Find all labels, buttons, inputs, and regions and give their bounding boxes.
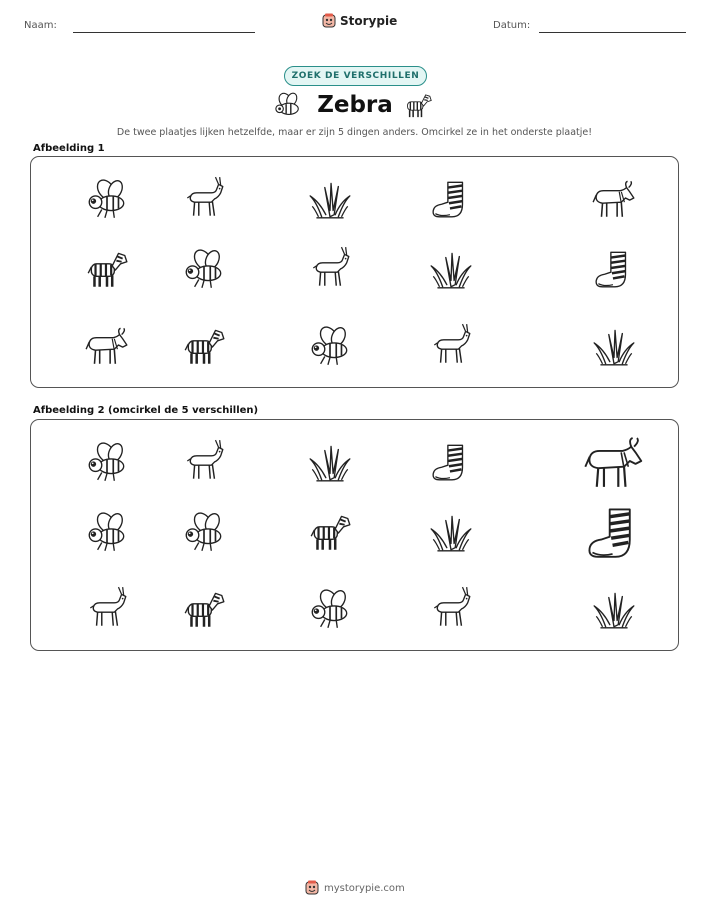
zebra-picture	[74, 237, 140, 299]
brand-logo	[322, 13, 397, 29]
gazelle-picture	[418, 314, 484, 376]
picture2-label: Afbeelding 2 (omcirkel de 5 verschillen)	[33, 405, 259, 416]
sock-picture[interactable]	[418, 430, 484, 492]
wildebeest-picture[interactable]	[581, 430, 647, 492]
fly-icon	[180, 247, 228, 289]
zebra-icon	[306, 510, 354, 552]
fly-picture[interactable]	[171, 500, 237, 562]
grass-icon	[427, 510, 475, 552]
zebra-icon	[402, 92, 434, 120]
fly-icon	[83, 177, 131, 219]
sock-icon	[427, 440, 475, 482]
gazelle-icon	[427, 324, 475, 366]
wildebeest-icon	[581, 432, 647, 490]
grass-icon	[427, 247, 475, 289]
grass-picture	[418, 237, 484, 299]
date-label: Datum:	[493, 20, 531, 31]
fly-picture	[297, 314, 363, 376]
sock-icon	[590, 247, 638, 289]
picture1-box	[30, 156, 679, 388]
sock-picture	[581, 237, 647, 299]
zebra-icon	[180, 324, 228, 366]
brand-name: Storypie	[340, 14, 398, 28]
name-line[interactable]	[73, 32, 255, 33]
instructions: De twee plaatjes lijken hetzelfde, maar er zijn 5 dingen anders. Omcirkel ze in het onderste plaatje!	[116, 127, 593, 138]
grass-picture[interactable]	[581, 577, 647, 639]
fly-icon	[83, 510, 131, 552]
fly-picture[interactable]	[74, 430, 140, 492]
grass-picture[interactable]	[297, 430, 363, 492]
storypie-logo-icon	[305, 880, 319, 896]
gazelle-icon	[83, 587, 131, 629]
gazelle-icon	[180, 440, 228, 482]
gazelle-icon	[427, 587, 475, 629]
zebra-picture[interactable]	[171, 577, 237, 639]
gazelle-picture[interactable]	[74, 577, 140, 639]
gazelle-picture[interactable]	[418, 577, 484, 639]
fly-picture	[171, 237, 237, 299]
fly-icon	[306, 587, 354, 629]
fly-picture[interactable]	[74, 500, 140, 562]
name-label: Naam:	[24, 20, 57, 31]
picture2-box[interactable]	[30, 419, 679, 651]
storypie-logo-icon	[322, 13, 336, 29]
footer	[305, 880, 405, 896]
wildebeest-icon	[590, 177, 638, 219]
zebra-picture	[171, 314, 237, 376]
sock-icon	[581, 502, 647, 560]
zebra-icon	[180, 587, 228, 629]
grass-icon	[590, 587, 638, 629]
grass-picture	[581, 314, 647, 376]
zebra-picture[interactable]	[297, 500, 363, 562]
grass-picture	[297, 167, 363, 229]
zebra-icon	[83, 247, 131, 289]
fly-picture	[74, 167, 140, 229]
fly-icon	[306, 324, 354, 366]
picture1-label: Afbeelding 1	[33, 143, 105, 154]
grass-picture[interactable]	[418, 500, 484, 562]
worksheet-badge: ZOEK DE VERSCHILLEN	[284, 66, 427, 86]
fly-icon	[180, 510, 228, 552]
gazelle-icon	[306, 247, 354, 289]
gazelle-picture	[171, 167, 237, 229]
footer-url[interactable]: mystorypie.com	[324, 882, 405, 894]
fly-icon	[83, 440, 131, 482]
wildebeest-picture	[74, 314, 140, 376]
grass-icon	[590, 324, 638, 366]
wildebeest-picture	[581, 167, 647, 229]
page-title: Zebra	[317, 92, 393, 118]
gazelle-picture	[297, 237, 363, 299]
sock-picture[interactable]	[581, 500, 647, 562]
fly-picture[interactable]	[297, 577, 363, 639]
sock-picture	[418, 167, 484, 229]
date-line[interactable]	[539, 32, 686, 33]
wildebeest-icon	[83, 324, 131, 366]
gazelle-picture[interactable]	[171, 430, 237, 492]
grass-icon	[306, 177, 354, 219]
grass-icon	[306, 440, 354, 482]
sock-icon	[427, 177, 475, 219]
gazelle-icon	[180, 177, 228, 219]
